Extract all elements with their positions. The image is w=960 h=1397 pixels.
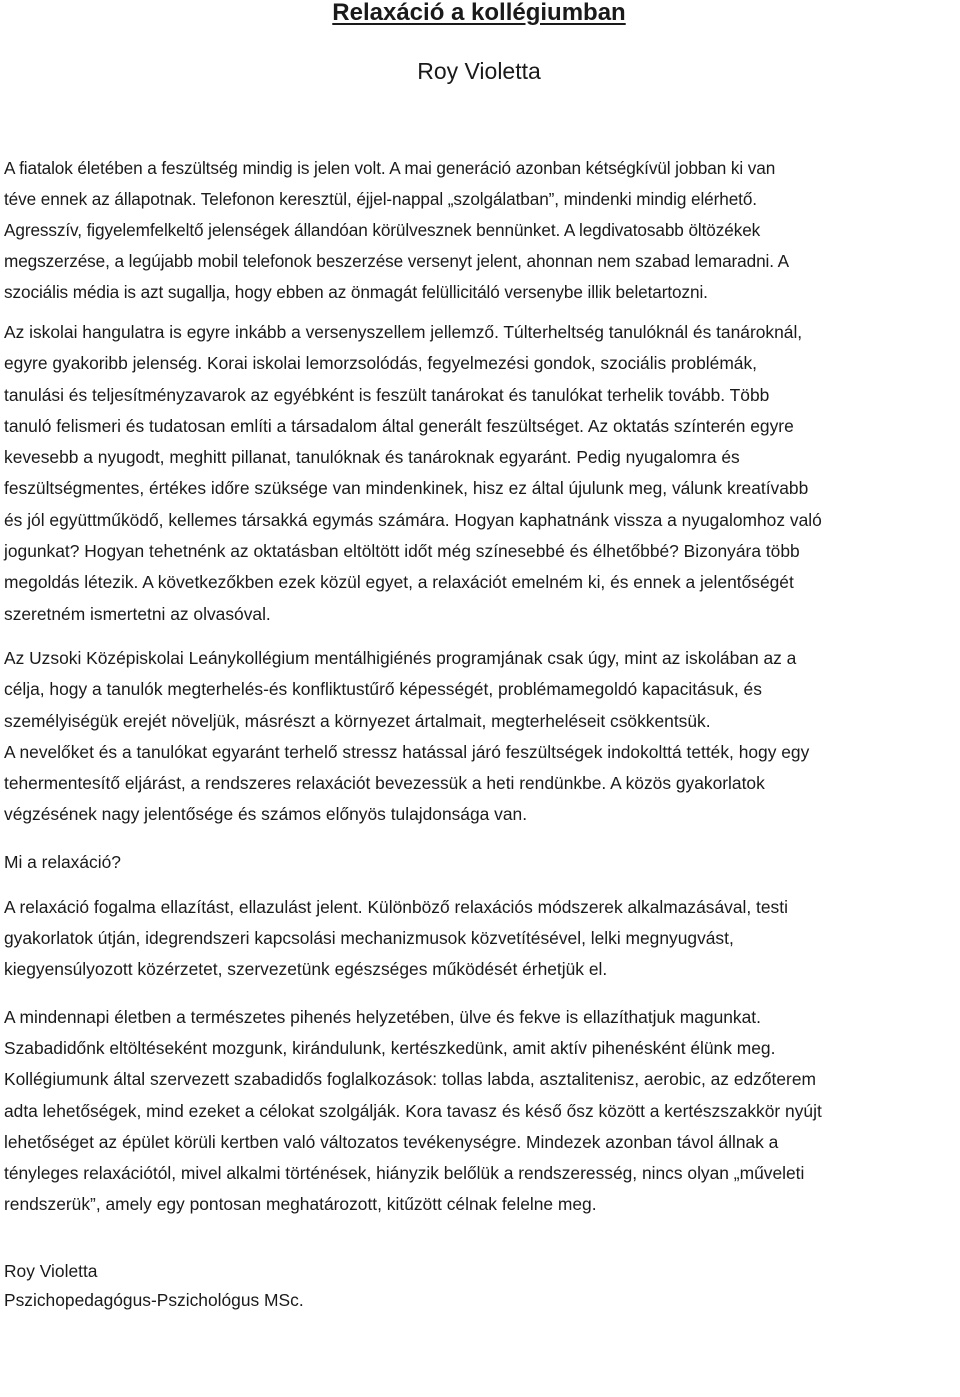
text-line: lehetőséget az épület körüli kertben való változatos tevékenységre. Mindezek azonban távol állnak a [4,1131,779,1152]
signature-block [4,1257,954,1315]
text-line: tanuló felismeri és tudatosan említi a társadalom által generált feszültséget. Az oktatás színterén egyre [4,415,794,436]
signature-credential: Pszichopedagógus-Pszichológus MSc. [4,1289,304,1310]
text-line: téve ennek az állapotnak. Telefonon keresztül, éjjel-nappal „szolgálatban”, mindenki mindig elérhető. [4,189,757,209]
text-line: és jól együttműködő, kellemes társakká egymás számára. Hogyan kaphatnánk vissza a nyugalomhoz való [4,509,822,530]
text-line: jogunkat? Hogyan tehetnénk az oktatásban eltöltött időt még színesebbé és élhetőbbé? Bizonyára több [4,541,800,562]
text-line: Az Uzsoki Középiskolai Leánykollégium mentálhigiénés programjának csak úgy, mint az iskolában az a [4,647,797,668]
section-heading [4,847,954,878]
text-line: Kollégiumunk által szervezett szabadidős foglalkozások: tollas labda, asztalitenisz, aerobic, az edzőterem [4,1069,816,1090]
text-line: megszerzése, a legújabb mobil telefonok beszerzése versenyt jelent, ahonnan nem szabad lemaradni. A [4,251,790,271]
text-line: feszültségmentes, értékes időre szüksége van mindenkinek, hisz ez által újulunk meg, válunk kreatívabb [4,478,809,499]
paragraph-school-atmosphere [4,317,954,630]
text-line: tehermentesítő eljárást, a rendszeres relaxációt bevezessük a heti rendünkbe. A közös gyakorlatok [4,773,765,794]
text-line: végzésének nagy jelentősége és számos előnyös tulajdonsága van. [4,804,528,825]
text-line: A relaxáció fogalma ellazítást, ellazulást jelent. Különböző relaxációs módszerek alkalmazásával, testi [4,896,788,917]
paragraph-relaxation-introduction [4,737,954,831]
signature-name: Roy Violetta [4,1260,98,1281]
text-line: szociális média is azt sugallja, hogy ebben az önmagát felüllicitáló versenybe illik beletartozni. [4,282,708,302]
text-line: gyakorlatok útján, idegrendszeri kapcsolási mechanizmusok közvetítésével, lelki megnyugvást, [4,928,734,949]
text-line: szeretném ismertetni az olvasóval. [4,603,271,624]
text-line: tanulási és teljesítményzavarok az egyébként is feszült tanárokat és tanulókat terhelik tovább. Több [4,384,770,405]
text-line: rendszerük”, amely egy pontosan meghatározott, kitűzött célnak felelne meg. [4,1194,597,1215]
text-line: A fiatalok életében a feszültség mindig is jelen volt. A mai generáció azonban kétségkívül jobban ki van [4,158,776,178]
text-line: Agresszív, figyelemfelkeltő jelenségek állandóan körülvesznek bennünket. A legdivatosabb öltözékek [4,220,761,240]
paragraph-mental-health-program [4,643,954,737]
text-line: Mi a relaxáció? [4,851,121,872]
text-line: megoldás létezik. A következőkben ezek közül egyet, a relaxációt emelném ki, és ennek a jelentőségét [4,572,794,593]
paragraph-intro [4,153,954,308]
text-line: A mindennapi életben a természetes pihenés helyzetében, ülve és fekve is ellazíthatjuk magunkat. [4,1006,761,1027]
text-line: Szabadidőnk eltöltéseként mozgunk, kirándulunk, kertészkedünk, amit aktív pihenésként élünk meg. [4,1037,776,1058]
text-line: célja, hogy a tanulók megterhelés-és konfliktustűrő képességét, problémamegoldó kapacitásuk, és [4,679,762,700]
paragraph-relaxation-definition [4,892,954,986]
document-author: Roy Violetta [417,58,541,84]
text-line: kiegyensúlyozott közérzetet, szervezetünk egészséges működését érhetjük el. [4,959,608,980]
text-line: adta lehetőségek, mind ezeket a célokat szolgálják. Kora tavasz és késő ősz között a kertészszakkör nyújt [4,1100,822,1121]
text-line: kevesebb a nyugodt, meghitt pillanat, tanulóknak és tanároknak egyaránt. Pedig nyugalomra és [4,447,740,468]
document-title: Relaxáció a kollégiumban [332,0,626,26]
text-line: tényleges relaxációtól, mivel alkalmi történések, hiányzik belőlük a rendszeresség, nincs olyan „műveleti [4,1163,805,1184]
text-line: A nevelőket és a tanulókat egyaránt terhelő stressz hatással járó feszültségek indokolttá tették, hogy egy [4,741,810,762]
paragraph-everyday-relaxation [4,1002,954,1221]
text-line: Az iskolai hangulatra is egyre inkább a versenyszellem jellemző. Túlterheltség tanulóknál és tanároknál, [4,322,803,342]
text-line: egyre gyakoribb jelenség. Korai iskolai lemorzsolódás, fegyelmezési gondok, szociális problémák, [4,353,758,374]
text-line: személyiségük erejét növeljük, másrészt a környezet ártalmait, megterheléseit csökkentsük. [4,710,711,731]
